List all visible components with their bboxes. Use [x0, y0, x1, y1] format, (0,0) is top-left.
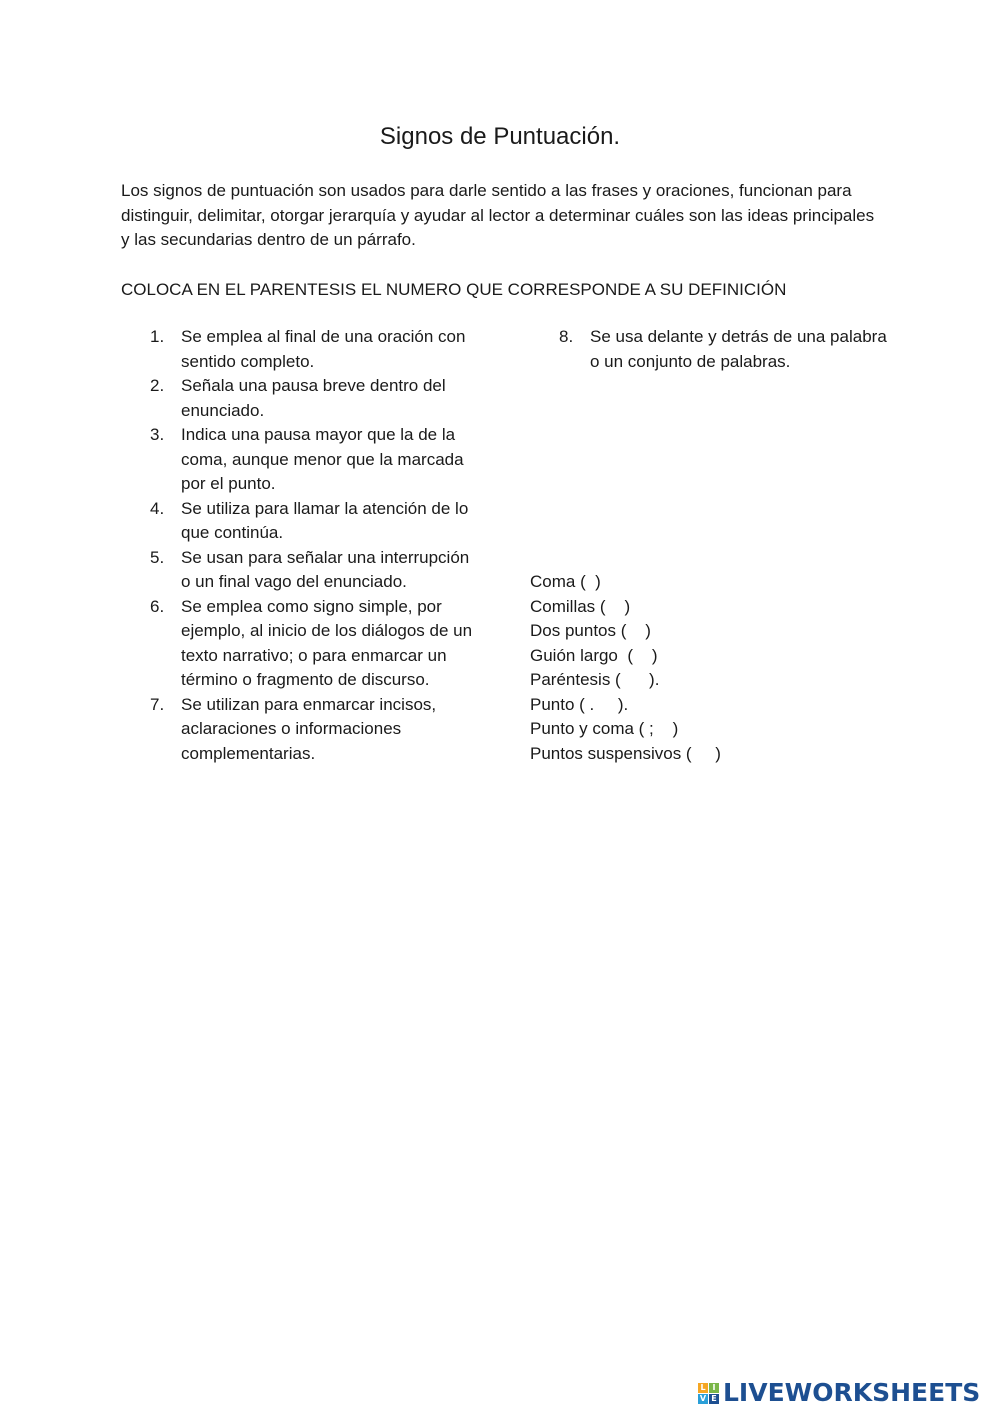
liveworksheets-logo — [698, 1378, 980, 1408]
definition-number: 2. — [150, 376, 165, 395]
definition-item-7 — [150, 693, 480, 767]
definition-text: Se utilizan para enmarcar incisos, aclaraciones o informaciones complementarias. — [181, 694, 437, 763]
definition-number: 5. — [150, 547, 165, 567]
logo-mark-icon — [698, 1383, 719, 1404]
definition-text: Se emplea como signo simple, por ejemplo, al inicio de los diálogos de un texto narrativo; o para enmarcar un término o fragmento de discurso. — [181, 596, 473, 689]
definition-number: 4. — [150, 498, 165, 518]
definition-text: Se emplea al final de una oración con sentido completo. — [181, 327, 466, 371]
definition-item-8 — [559, 325, 889, 374]
definition-number: 8. — [559, 327, 574, 346]
answer-dos-puntos[interactable]: Dos puntos ( ) — [530, 621, 651, 640]
definition-text: Indica una pausa mayor que la de la coma, aunque menor que la marcada por el punto. — [181, 425, 464, 493]
definitions-list — [150, 325, 480, 766]
intro-paragraph: Los signos de puntuación son usados para darle sentido a las frases y oraciones, funcionan para distinguir, delimitar, otorgar jerarquía y ayudar al lector a determinar cuáles son las ideas principales y las secundarias dentro de un párrafo. — [121, 181, 875, 249]
answer-punto-y-coma[interactable]: Punto y coma ( ; ) — [530, 719, 679, 738]
instruction-text: COLOCA EN EL PARENTESIS EL NUMERO QUE CORRESPONDE A SU DEFINICIÓN — [121, 280, 787, 299]
answer-puntos-suspensivos[interactable]: Puntos suspensivos ( ) — [530, 743, 721, 763]
definition-item-2 — [150, 374, 480, 423]
definition-text: Se usa delante y detrás de una palabra o un conjunto de palabras. — [590, 327, 887, 371]
definition-number: 3. — [150, 425, 165, 444]
definition-number: 6. — [150, 596, 165, 616]
definition-text: Se utiliza para llamar la atención de lo que continúa. — [181, 498, 469, 542]
answer-parentesis[interactable]: Paréntesis ( ). — [530, 670, 660, 689]
answer-guion-largo[interactable]: Guión largo ( ) — [530, 645, 658, 665]
definition-number: 7. — [150, 694, 165, 714]
answer-punto[interactable]: Punto ( . ). — [530, 694, 629, 714]
logo-cell: L — [698, 1383, 708, 1393]
definition-text: Señala una pausa breve dentro del enunciado. — [181, 376, 446, 420]
definition-item-4 — [150, 497, 480, 546]
definition-text: Se usan para señalar una interrupción o un final vago del enunciado. — [181, 547, 470, 591]
definition-item-6 — [150, 595, 480, 693]
page-title: Signos de Puntuación. — [379, 123, 621, 150]
logo-cell: E — [709, 1394, 719, 1404]
definition-item-5 — [150, 546, 480, 595]
definition-item-3 — [150, 423, 480, 497]
definition-number: 1. — [150, 327, 165, 346]
logo-cell: I — [709, 1383, 719, 1393]
logo-cell: V — [699, 1393, 707, 1403]
answer-coma[interactable]: Coma ( ) — [530, 572, 601, 591]
answer-options-list — [530, 570, 721, 766]
definition-item-1 — [150, 325, 480, 374]
definitions-list-right — [559, 325, 889, 374]
answer-comillas[interactable]: Comillas ( ) — [530, 596, 631, 616]
logo-text: LIVEWORKSHEETS — [723, 1378, 981, 1407]
